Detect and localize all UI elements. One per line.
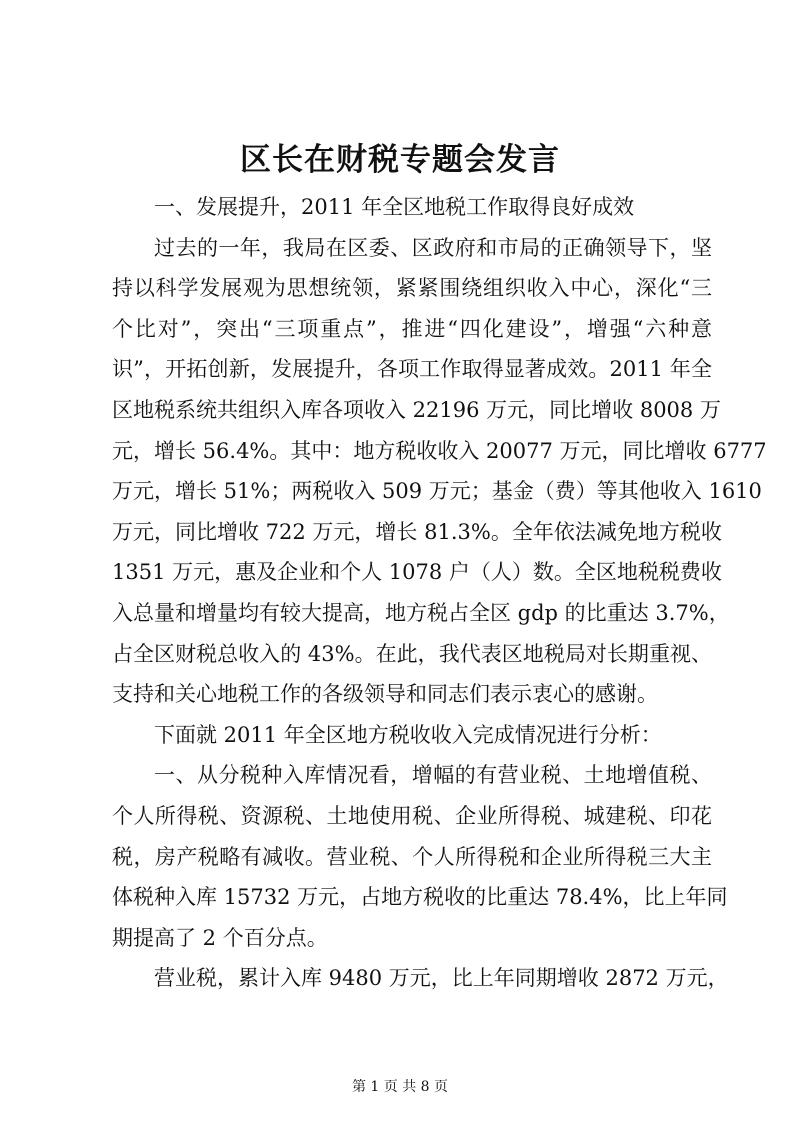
- paragraph-line: 元，增长 56.4%。其中：地方税收收入 20077 万元，同比增收 6777: [112, 438, 767, 463]
- paragraph-line: 下面就 2011 年全区地方税收收入完成情况进行分析：: [154, 722, 662, 747]
- paragraph-line: 支持和关心地税工作的各级领导和同志们表示衷心的感谢。: [112, 682, 658, 707]
- paragraph-line: 个比对”，突出“三项重点”，推进“四化建设”，增强“六种意: [112, 316, 712, 341]
- paragraph-line: 识”，开拓创新，发展提升，各项工作取得显著成效。2011 年全: [112, 357, 712, 382]
- paragraph-line: 税，房产税略有减收。营业税、个人所得税和企业所得税三大主: [112, 844, 712, 869]
- paragraph-line: 体税种入库 15732 万元，占地方税收的比重达 78.4%，比上年同: [112, 885, 728, 910]
- paragraph-line: 营业税，累计入库 9480 万元，比上年同期增收 2872 万元，: [154, 966, 729, 991]
- section-heading: 一、发展提升，2011 年全区地税工作取得良好成效: [154, 195, 635, 219]
- paragraph-line: 万元，增长 51%；两税收入 509 万元；基金（费）等其他收入 1610: [112, 479, 762, 504]
- paragraph-line: 入总量和增量均有较大提高，地方税占全区 gdp 的比重达 3.7%，: [112, 600, 730, 625]
- paragraph-line: 万元，同比增收 722 万元，增长 81.3%。全年依法减免地方税收: [112, 519, 722, 544]
- paragraph-line: 过去的一年，我局在区委、区政府和市局的正确领导下，坚: [154, 235, 712, 260]
- paragraph-line: 个人所得税、资源税、土地使用税、企业所得税、城建税、印花: [112, 803, 712, 828]
- paragraph-line: 一、从分税种入库情况看，增幅的有营业税、土地增值税、: [154, 763, 712, 788]
- document-body: [112, 187, 767, 999]
- paragraph-line: 期提高了 2 个百分点。: [112, 925, 328, 950]
- document-title: 区长在财税专题会发言: [240, 142, 560, 178]
- paragraph-line: 占全区财税总收入的 43%。在此，我代表区地税局对长期重视、: [112, 641, 712, 666]
- paragraph-line: 1351 万元，惠及企业和个人 1078 户（人）数。全区地税税费收: [112, 560, 722, 585]
- paragraph-line: 区地税系统共组织入库各项收入 22196 万元，同比增收 8008 万: [112, 397, 721, 422]
- page-number-footer: 第 1 页 共 8 页: [351, 1079, 449, 1095]
- paragraph-line: 持以科学发展观为思想统领，紧紧围绕组织收入中心，深化“三: [112, 276, 712, 301]
